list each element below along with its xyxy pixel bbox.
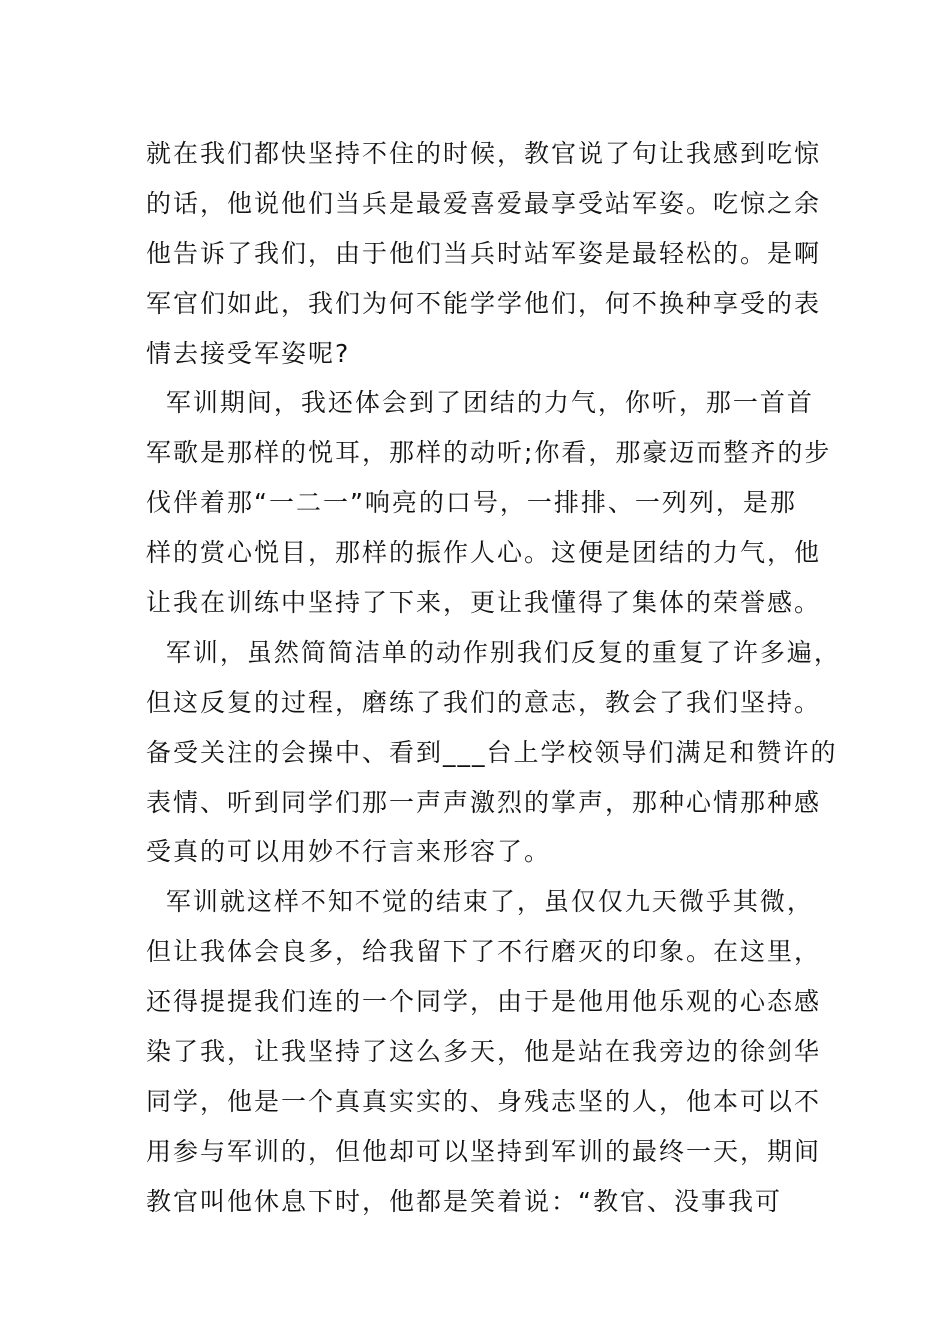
- text-line: 教官叫他休息下时，他都是笑着说：“教官、没事我可: [146, 1186, 782, 1216]
- text-line: 的话，他说他们当兵是最爱喜爱最享受站军姿。吃惊之余: [146, 188, 822, 218]
- text-line: 军官们如此，我们为何不能学学他们，何不换种享受的表: [146, 288, 822, 318]
- text-line: 军歌是那样的悦耳，那样的动听;你看，那豪迈而整齐的步: [146, 438, 832, 468]
- text-line: 他告诉了我们，由于他们当兵时站军姿是最轻松的。是啊: [146, 238, 822, 268]
- text-line: 同学，他是一个真真实实的、身残志坚的人，他本可以不: [146, 1086, 822, 1116]
- text-line: 还得提提我们连的一个同学，由于是他用他乐观的心态感: [146, 987, 822, 1017]
- text-line: 军训，虽然简简洁单的动作别我们反复的重复了许多遍，: [146, 637, 841, 667]
- text-line: 表情、听到同学们那一声声激烈的掌声，那种心情那种感: [146, 787, 822, 817]
- text-line: 受真的可以用妙不行言来形容了。: [146, 837, 552, 867]
- text-line: 备受关注的会操中、看到___台上学校领导们满足和赞许的: [146, 737, 838, 767]
- text-line: 军训期间，我还体会到了团结的力气，你听，那一首首: [146, 388, 814, 418]
- text-line: 让我在训练中坚持了下来，更让我懂得了集体的荣誉感。: [146, 588, 822, 618]
- text-line: 情去接受军姿呢?: [146, 338, 351, 368]
- text-line: 用参与军训的，但他却可以坚持到军训的最终一天，期间: [146, 1136, 822, 1166]
- text-line: 染了我，让我坚持了这么多天，他是站在我旁边的徐剑华: [146, 1037, 822, 1067]
- text-line: 但这反复的过程，磨练了我们的意志，教会了我们坚持。: [146, 687, 822, 717]
- text-line: 就在我们都快坚持不住的时候，教官说了句让我感到吃惊: [146, 139, 822, 168]
- text-line: 伐伴着那“一二一”响亮的口号，一排排、一列列，是那: [146, 488, 797, 518]
- body-text: [146, 129, 841, 1227]
- text-line: 样的赏心悦目，那样的振作人心。这便是团结的力气，他: [146, 538, 822, 568]
- text-line: 军训就这样不知不觉的结束了，虽仅仅九天微乎其微，: [146, 887, 814, 917]
- text-line: 但让我体会良多，给我留下了不行磨灭的印象。在这里，: [146, 937, 822, 967]
